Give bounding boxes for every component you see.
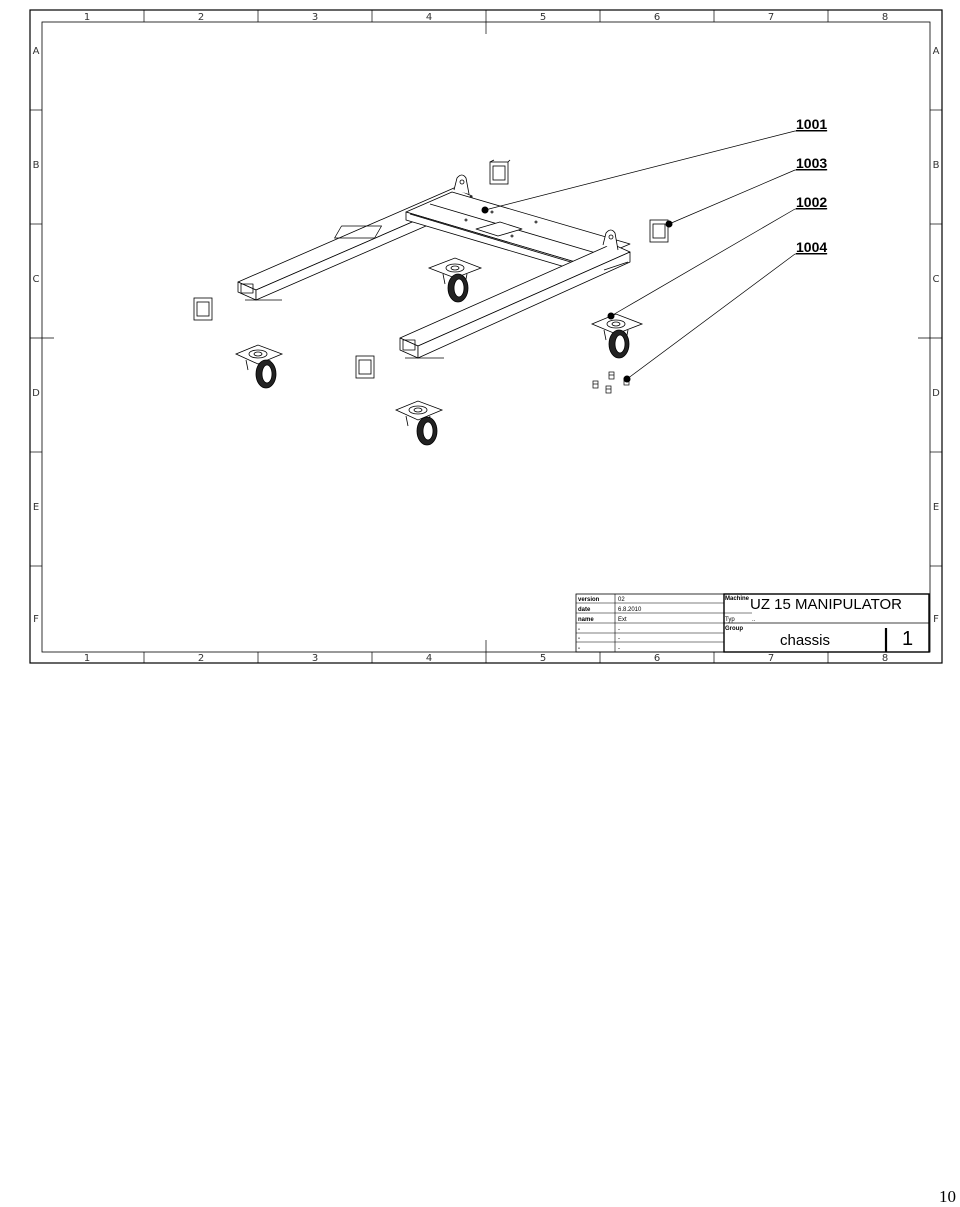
end-cap [490,160,510,184]
value-blank: - [618,646,620,652]
value-date: 6.8.2010 [618,607,642,613]
value-name: Ext [618,617,627,623]
outer-frame [30,10,942,663]
group-name: chassis [780,632,831,649]
column-label: 2 [197,653,205,664]
row-label: E [932,502,940,513]
column-label: 6 [653,653,661,664]
page-number: 10 [939,1187,956,1206]
field-date: date [578,607,591,613]
column-label: 4 [425,12,433,23]
field-blank: - [578,646,580,652]
sheet-number: 1 [902,628,914,650]
field-name: name [578,617,594,623]
column-label: 3 [311,653,319,664]
bolts [593,372,629,393]
revision-table [578,597,642,652]
column-label: 7 [767,653,775,664]
row-labels-right [932,46,940,625]
row-label: A [932,46,940,57]
row-labels-left [32,46,40,625]
column-ticks [144,10,831,663]
column-label: 1 [83,12,91,23]
part-number-1002: 1002 [796,194,828,210]
type-label: Typ [725,617,735,623]
end-cap [356,356,374,378]
row-label: E [32,502,40,513]
machine-name: UZ 15 MANIPULATOR [750,596,902,613]
group-label: Group [725,626,743,632]
type-value: .. [752,617,756,623]
value-version: 02 [618,597,625,603]
end-cap [194,298,212,320]
machine-label: Machine [725,596,750,602]
row-label: C [932,274,940,285]
column-label: 8 [881,653,889,664]
column-label: 6 [653,12,661,23]
row-label: C [32,274,40,285]
column-label: 5 [539,12,547,23]
end-cap [650,220,668,242]
value-blank: - [618,627,620,633]
field-blank: - [578,627,580,633]
field-version: version [578,597,600,603]
row-label: B [932,160,940,171]
column-label: 1 [83,653,91,664]
castor-wheel [236,345,282,388]
part-number-1004: 1004 [796,239,828,255]
column-label: 3 [311,12,319,23]
row-label: B [32,160,40,171]
castor-wheel [592,314,642,358]
column-label: 2 [197,12,205,23]
part-number-1001: 1001 [796,116,828,132]
castor-wheel [396,401,442,445]
value-blank: - [618,636,620,642]
column-label: 4 [425,653,433,664]
castor-wheel [429,258,481,302]
column-label: 8 [881,12,889,23]
row-label: D [32,388,40,399]
row-label: F [33,614,39,625]
column-label: 5 [539,653,547,664]
row-label: D [932,388,940,399]
row-ticks [30,110,942,566]
field-blank: - [578,636,580,642]
part-number-1003: 1003 [796,155,828,171]
column-label: 7 [767,12,775,23]
row-label: A [32,46,40,57]
row-label: F [933,614,939,625]
